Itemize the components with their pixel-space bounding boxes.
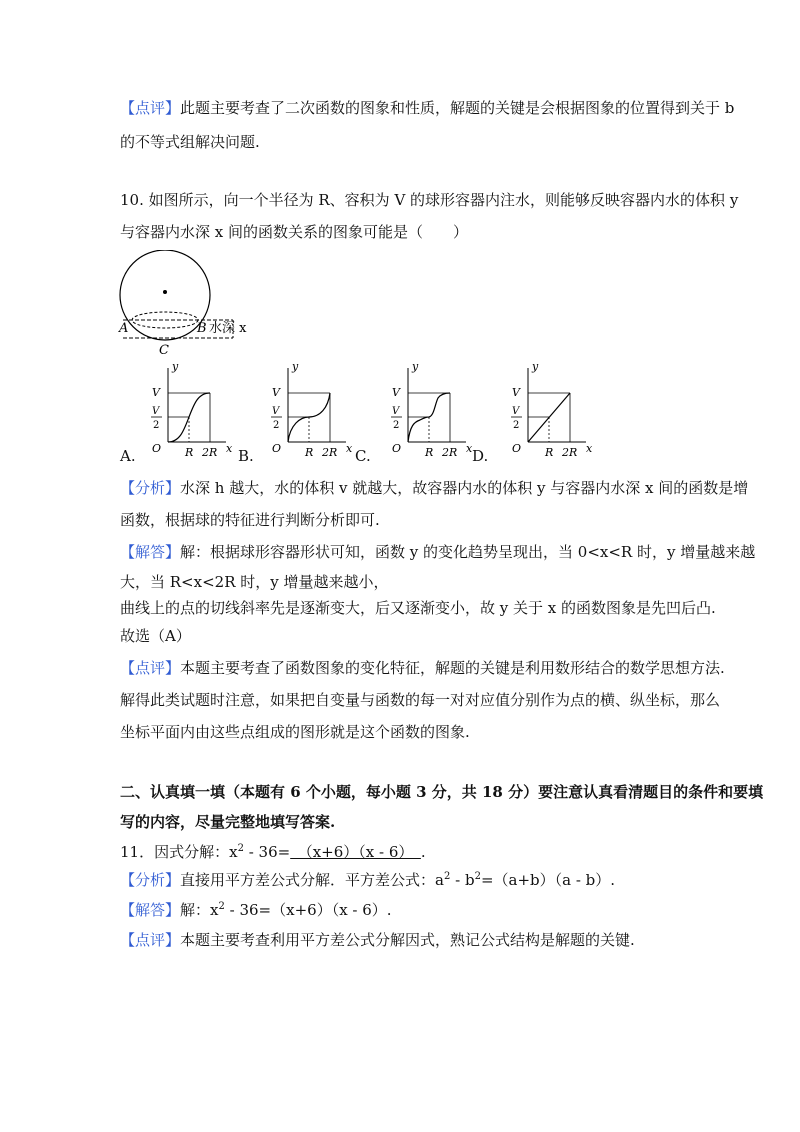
graph-d (511, 360, 593, 459)
q11-analysis: 【分析】直接用平方差公式分解．平方差公式：$a^2 - b^2=(a+b)(a - b)$. (120, 871, 616, 889)
svg-text:2: 2 (153, 420, 160, 431)
svg-text:2: 2 (273, 420, 280, 431)
section2-heading-line1: 二、认真填一填（本题有 6 个小题，每小题 3 分，共 18 分）要注意认真看清题目的条件和要填 (120, 783, 764, 801)
svg-text:R: R (185, 446, 194, 459)
svg-text:2R: 2R (562, 446, 578, 459)
q10-stem-line1: 10. 如图所示，向一个半径为 R、容积为 V 的球形容器内注水，则能够反映容器内水的体积 y (120, 191, 739, 209)
svg-text:y: y (412, 360, 419, 373)
q11-answer: 【解答】解：$x^2 - 36=(x+6)(x - 6)$. (120, 901, 392, 919)
q10-stem-line2: 与容器内水深 x 间的函数关系的图象可能是（ ） (120, 223, 468, 241)
svg-text:V: V (512, 386, 520, 399)
svg-text:x: x (466, 442, 473, 455)
q10-answer-line4: 故选（A） (120, 627, 191, 645)
graph-c (391, 360, 473, 459)
label-a: A (119, 321, 129, 336)
q10-answer-line1: 【解答】解：根据球形容器形状可知，函数 y 的变化趋势呈现出，当 0<x<R 时，y 增量越来越 (120, 543, 756, 561)
review9-line1: 【点评】此题主要考查了二次函数的图象和性质，解题的关键是会根据图象的位置得到关于 b (120, 99, 735, 117)
svg-text:R: R (545, 446, 554, 459)
svg-text:V: V (152, 386, 160, 399)
review9-line2: 的不等式组解决问题. (120, 133, 260, 151)
q10-answer-line2: 大，当 R<x<2R 时，y 增量越来越小， (120, 573, 389, 591)
svg-text:O: O (392, 442, 402, 455)
svg-text:x: x (346, 442, 353, 455)
option-b-label: B. (238, 447, 254, 465)
option-c-label: C. (355, 447, 371, 465)
svg-text:V: V (272, 386, 280, 399)
graph-b (271, 360, 353, 459)
q10-review-line1: 【点评】本题主要考查了函数图象的变化特征，解题的关键是利用数形结合的数学思想方法. (120, 659, 725, 677)
svg-text:V: V (392, 386, 400, 399)
q11-stem: 11．因式分解：$x^2 - 36=$ （x+6）（x - 6） . (120, 843, 426, 861)
svg-text:O: O (512, 442, 522, 455)
sphere-container-figure (115, 250, 265, 360)
svg-text:y: y (532, 360, 539, 373)
q10-analysis-line1: 【分析】水深 h 越大，水的体积 v 就越大，故容器内水的体积 y 与容器内水深 x 间的函数是增 (120, 479, 749, 497)
svg-text:V: V (512, 406, 520, 417)
svg-text:V: V (392, 406, 400, 417)
svg-text:y: y (292, 360, 299, 373)
svg-text:O: O (152, 442, 162, 455)
svg-text:2: 2 (393, 420, 400, 431)
svg-text:2R: 2R (202, 446, 218, 459)
q10-review-line3: 坐标平面内由这些点组成的图形就是这个函数的图象. (120, 723, 470, 741)
q10-review-line2: 解得此类试题时注意，如果把自变量与函数的每一对对应值分别作为点的横、纵坐标，那么 (120, 691, 721, 709)
depth-label: 水深 x (209, 321, 247, 336)
sphere-center-dot (163, 290, 167, 294)
q10-analysis-line2: 函数，根据球的特征进行判断分析即可. (120, 511, 380, 529)
svg-text:2R: 2R (442, 446, 458, 459)
option-graphs (140, 360, 620, 460)
svg-text:V: V (152, 406, 160, 417)
q10-answer-line3: 曲线上的点的切线斜率先是逐渐变大，后又逐渐变小，故 y 关于 x 的函数图象是先凹后凸. (120, 599, 716, 617)
svg-text:2: 2 (513, 420, 520, 431)
label-b: B (197, 321, 207, 336)
svg-text:R: R (305, 446, 314, 459)
label-c: C (159, 343, 169, 358)
svg-text:y: y (172, 360, 179, 373)
answer-blank: （x+6）（x - 6） (290, 843, 421, 861)
svg-text:R: R (425, 446, 434, 459)
option-d-label: D. (472, 447, 489, 465)
q11-review: 【点评】本题主要考查利用平方差公式分解因式，熟记公式结构是解题的关键. (120, 931, 635, 949)
svg-text:x: x (226, 442, 233, 455)
review-tag: 【点评】 (120, 99, 181, 117)
svg-text:x: x (586, 442, 593, 455)
option-a-label: A. (120, 447, 136, 465)
section2-heading-line2: 写的内容，尽量完整地填写答案. (120, 813, 336, 831)
svg-text:2R: 2R (322, 446, 338, 459)
svg-text:O: O (272, 442, 282, 455)
graph-a (151, 360, 233, 459)
svg-text:V: V (272, 406, 280, 417)
